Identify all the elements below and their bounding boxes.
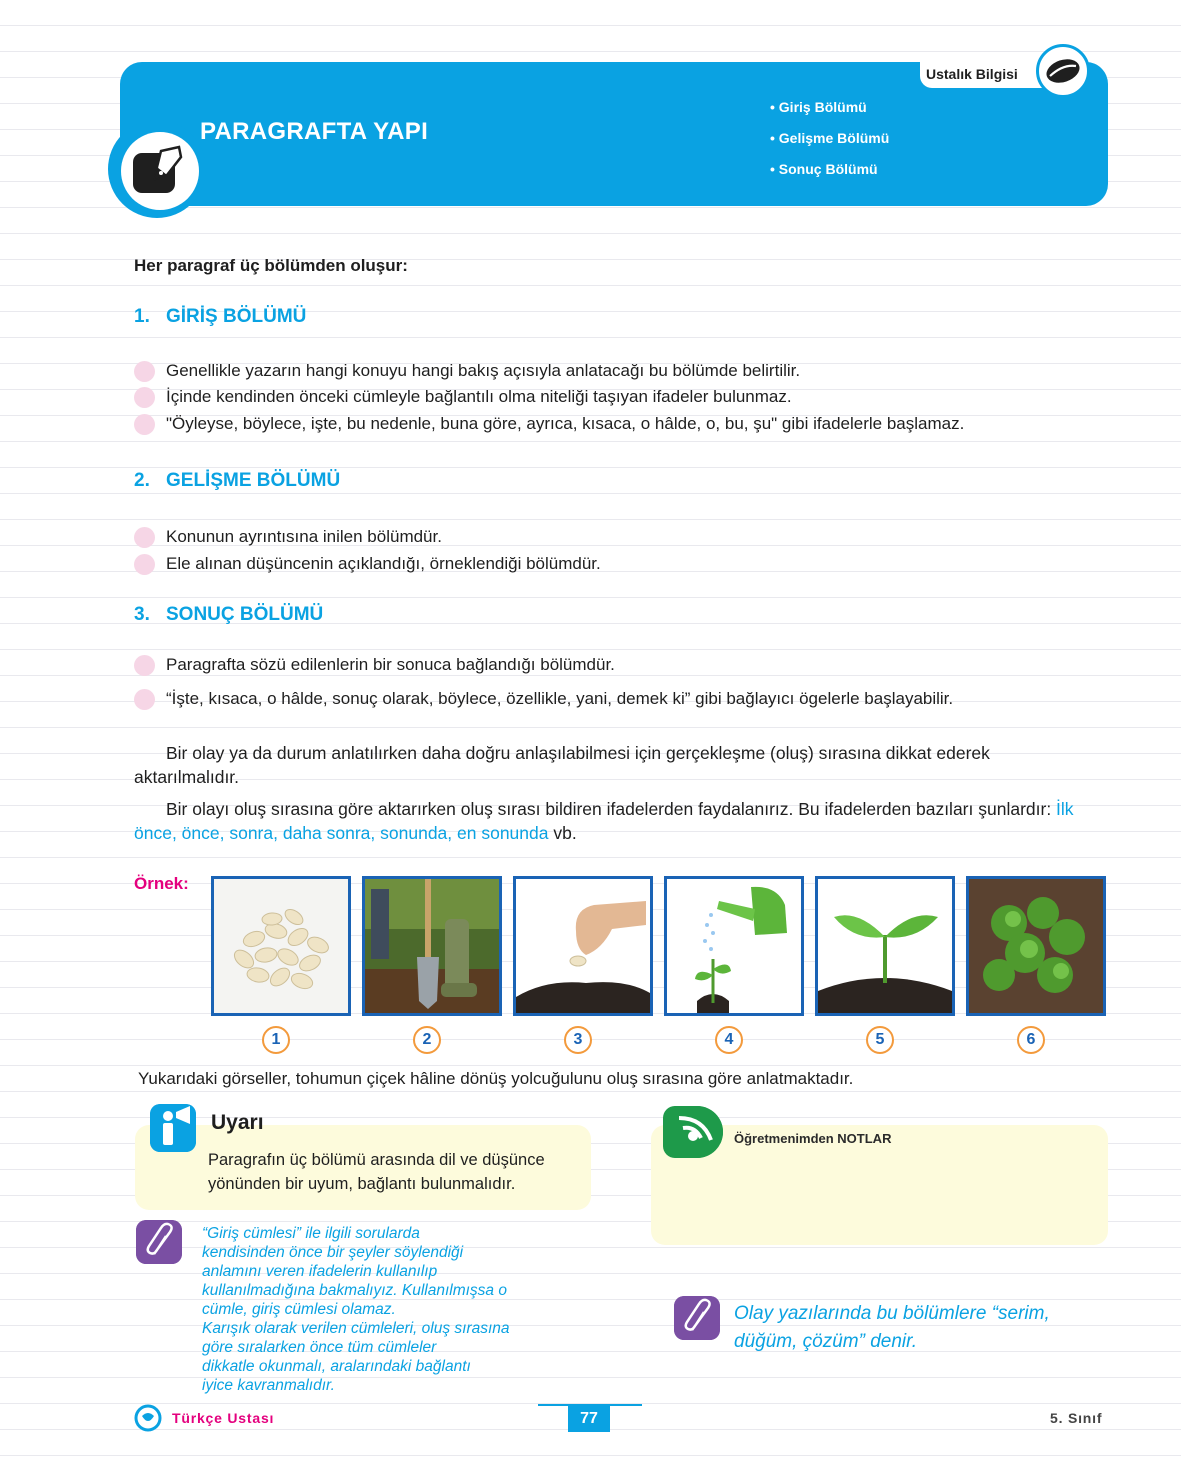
paragraph-2: Bir olayı oluş sırasına göre aktarırken oluş sırası bildiren ifadelerden faydalanırız. Bu ifadelerden bazıları şunlardır: İlk önce, önce, sonra, daha sonra, sonunda, en sonunda vb.	[134, 799, 1074, 843]
example-image-4-watering	[664, 876, 804, 1016]
step-number-4: 4	[715, 1026, 743, 1054]
hand-planting-icon	[516, 879, 650, 1013]
intro-text: Her paragraf üç bölümden oluşur:	[134, 256, 408, 275]
pen-edit-icon	[131, 145, 185, 197]
bullet-dot-icon	[134, 414, 155, 435]
bullet-dot-icon	[134, 361, 155, 382]
seed-icon	[1044, 52, 1082, 90]
step-number-1: 1	[262, 1026, 290, 1054]
bullet-dot-icon	[134, 554, 155, 575]
beans-icon	[214, 879, 348, 1013]
step-number-6: 6	[1017, 1026, 1045, 1054]
ustalik-label: Ustalık Bilgisi	[926, 66, 1018, 82]
example-image-1-seeds	[211, 876, 351, 1016]
example-image-3-planting	[513, 876, 653, 1016]
tip-olay-yazilari: Olay yazılarında bu bölümlere “serim, düğüm, çözüm” denir.	[734, 1303, 1050, 1352]
bullet-dot-icon	[134, 527, 155, 548]
megaphone-person-icon	[150, 1104, 196, 1152]
bullet-dot-icon	[134, 689, 155, 710]
topic-sonuc: • Sonuç Bölümü	[770, 161, 878, 177]
paperclip-icon	[674, 1296, 720, 1340]
paperclip-icon	[136, 1220, 182, 1264]
bullet-dot-icon	[134, 655, 155, 676]
shovel-icon	[365, 879, 499, 1013]
brand-logo-icon	[134, 1404, 162, 1432]
warning-title: Uyarı	[211, 1111, 264, 1134]
step-number-2: 2	[413, 1026, 441, 1054]
example-caption: Yukarıdaki görseller, tohumun çiçek hâline dönüş yolcuğulunu oluş sırasına göre anlatmaktadır.	[138, 1069, 854, 1088]
example-image-5-sprout	[815, 876, 955, 1016]
tip-giris-cumlesi: “Giriş cümlesi” ile ilgili sorularda kendisinden önce bir şeyler söylendiği anlamını veren ifadelerin kullanılıp kullanılmadığına bakmalıyız. Kullanılmışsa o cümle, giriş cümlesi olamaz. Karışık olarak verilen cümleleri, oluş sırasına göre sıralarken önce tüm cümleler dikkatle okunmalı, aralarındaki bağlantı iyice kavranmalıdır.	[202, 1225, 510, 1394]
section-heading-giris: 1. GİRİŞ BÖLÜMÜ	[134, 306, 307, 327]
topic-giris: • Giriş Bölümü	[770, 99, 867, 115]
sprout-icon	[818, 879, 952, 1013]
page-number: 77	[568, 1406, 610, 1432]
plant-icon	[969, 879, 1103, 1013]
topic-gelisme: • Gelişme Bölümü	[770, 130, 890, 146]
example-label: Örnek:	[134, 874, 189, 893]
section-heading-gelisme: 2. GELİŞME BÖLÜMÜ	[134, 470, 341, 491]
watering-can-icon	[667, 879, 801, 1013]
section-heading-sonuc: 3. SONUÇ BÖLÜMÜ	[134, 604, 324, 625]
teacher-notes-title: Öğretmenimden NOTLAR	[734, 1131, 892, 1146]
bullet-dot-icon	[134, 387, 155, 408]
footer-brand: Türkçe Ustası	[172, 1410, 275, 1426]
warning-text: Paragrafın üç bölümü arasında dil ve düşünce yönünden bir uyum, bağlantı bulunmalıdır.	[208, 1151, 545, 1193]
step-number-5: 5	[866, 1026, 894, 1054]
step-number-3: 3	[564, 1026, 592, 1054]
footer-grade: 5. Sınıf	[1050, 1410, 1103, 1426]
example-image-2-digging	[362, 876, 502, 1016]
sequence-words: İlk önce, önce, sonra, daha sonra, sonunda, en sonunda	[134, 799, 1074, 843]
notes-feed-icon	[663, 1106, 723, 1158]
paragraph-1: Bir olay ya da durum anlatılırken daha doğru anlaşılabilmesi için gerçekleşme (oluş) sırasına dikkat ederek aktarılmalıdır.	[134, 743, 990, 787]
header-topic-list	[770, 96, 889, 189]
example-image-6-plant	[966, 876, 1106, 1016]
page-title: PARAGRAFTA YAPI	[200, 118, 429, 145]
